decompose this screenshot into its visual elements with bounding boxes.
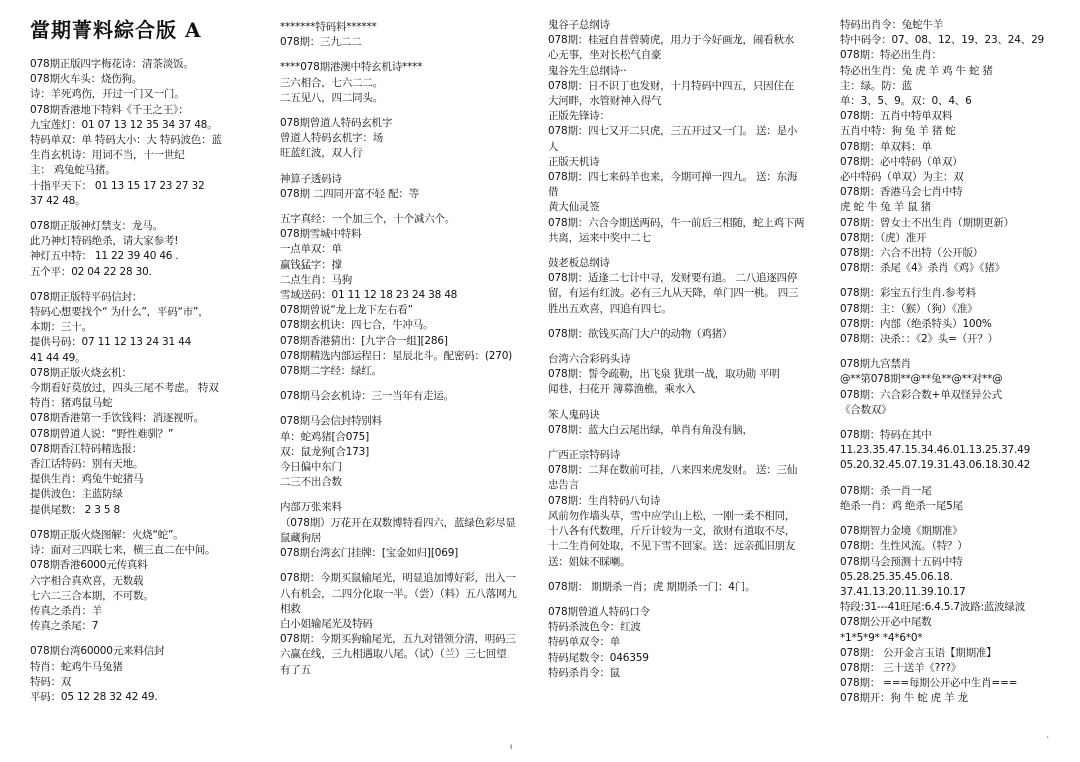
text-line: 传真之杀尾：7 (30, 620, 99, 633)
text-line: 078期：誓令疏勒，出飞泉 犹琪一战，取功勋 平明 (548, 368, 780, 381)
text-line: 必中特码（单双）为主：双 (840, 171, 964, 184)
text-line: 078期：杀一肖一尾 (840, 484, 932, 497)
text-line: 特码杀肖令：鼠 (548, 666, 621, 679)
text-line: 078期： ===每期公开必中生肖=== (840, 677, 1018, 690)
text-line: 有了五 (280, 663, 311, 676)
text-line: 胜出五欢喜，四追有四七。 (548, 302, 672, 315)
text-line: 忠告言 (548, 479, 579, 492)
page-title: 當期菁料綜合版 A (30, 18, 202, 42)
text-line: 白小姐输尾光及特码 (280, 617, 373, 630)
text-line: 078期二字经：绿红。 (280, 365, 382, 378)
text-line: 正版天机诗 (548, 155, 600, 168)
text-line: 二三不出合数 (280, 476, 342, 489)
text-line: 特码单双令：单 (548, 636, 621, 649)
text-line: 特中码令：07、08、12、19、23、24、29 (840, 34, 1045, 47)
text-line: （078期）万花开在双数博特看四六，蓝绿色彩尽显 (280, 516, 516, 529)
text-line: 078期：四七来码羊也来，今期可掸一四九。 送：东海 (548, 171, 798, 184)
spacer (548, 342, 838, 352)
text-line: 078期正版火烧玄机： (30, 366, 132, 379)
text-line: 送：姐妹不睬喇。 (548, 555, 631, 568)
text-line: 六字相合真欢喜，无数载 (30, 574, 144, 587)
spacer (548, 438, 838, 448)
spacer (548, 570, 838, 580)
text-line: 五字真经：一个加三个，十个减六个。 (280, 213, 456, 226)
text-line: 平码：05 12 28 32 42 49. (30, 690, 158, 703)
text-line: 五肖中特：狗 兔 羊 猪 蛇 (840, 125, 956, 138)
text-line: 078期：生性风流。（特？） (840, 540, 968, 553)
spacer (280, 202, 542, 212)
text-line: 078期香港猜出：[九字合一组][286] (280, 334, 448, 347)
text-line: 078期玄机诀：四七合，牛冲马。 (280, 319, 434, 332)
column-1-lines (30, 57, 282, 705)
text-line: 078期：必中特码（单双） (840, 155, 963, 168)
text-line: 078期开：狗 牛 蛇 虎 羊 龙 (840, 692, 968, 705)
spacer (840, 276, 1076, 286)
text-line: 闻巷，扫花开 簿募渔樵，乘水入 (548, 383, 696, 396)
column-4 (840, 18, 1076, 762)
text-line: 078期正版神灯禁支：龙马。 (30, 220, 163, 233)
text-line: 提供波色：主蓝防绿 (30, 488, 123, 501)
text-line: 诗：羊死鸡伤，开过一门又一门。 (30, 88, 185, 101)
text-line: 曾道人特码玄机字：场 (280, 132, 383, 145)
text-line: 078期：生肖特码八句诗 (548, 494, 661, 507)
text-line: 人 (548, 140, 559, 153)
text-line: 078期：单双料：单 (840, 140, 932, 153)
text-line: 单：3、5、9。双：0、4、6 (840, 95, 972, 108)
text-line: 绝杀一肖：鸡 绝杀一尾5尾 (840, 499, 963, 512)
text-line: 078期曾道人特码口令 (548, 605, 650, 618)
text-line: @**第078期**@**兔**@**对**@ (840, 373, 1003, 386)
text-line: 078期：日不识丁也发财，十月特码中四五，只因住在 (548, 79, 795, 92)
text-line: 笨人鬼码诀 (548, 408, 600, 421)
text-line: 078期香港第一手饮钱料：消逐视听。 (30, 412, 204, 425)
text-line: 特码心想要找个“ 为什么”，平码“市”， (30, 306, 209, 319)
text-line: 借 (548, 186, 559, 199)
text-line: 078期九宫禁肖 (840, 358, 911, 371)
spacer (30, 209, 282, 219)
text-line: 37.41.13.20.11.39.10.17 (840, 585, 966, 598)
text-line: 特码杀波色令：红波 (548, 621, 641, 634)
text-line: 广西正宗特码诗 (548, 449, 621, 462)
text-line: 078期智力金境《期期准》 (840, 525, 963, 538)
text-line: 相救 (280, 602, 301, 615)
text-line: 078期马会预测十五码中特 (840, 555, 963, 568)
text-line: 双：鼠龙狗[合173] (280, 445, 370, 458)
text-line: 078期台湾60000元来料信封 (30, 645, 165, 658)
text-line: 提供尾数： 2 3 5 8 (30, 503, 120, 516)
text-line: 078期：香港马会七肖中特 (840, 186, 963, 199)
text-line: 十八各有代数理，斤斤计较为一文，欲财有道取不尽， (548, 525, 796, 538)
column-2-lines (280, 20, 542, 678)
text-line: 特肖：猪鸡鼠马蛇 (30, 397, 113, 410)
text-line: 078期：欲钱买高门大户的动物（鸡猪） (548, 327, 733, 340)
text-line: 078期马会信封特别料 (280, 415, 382, 428)
text-line: 心无事，坐对长松气自豪 (548, 49, 662, 62)
text-line: 虎 蛇 牛 兔 羊 鼠 猪 (840, 201, 931, 214)
spacer (840, 347, 1076, 357)
text-line: 本期：三十。 (30, 321, 92, 334)
text-line: 078期： 三十送羊《???》 (840, 661, 962, 674)
text-line: 主： 鸡兔蛇马猪。 (30, 164, 116, 177)
text-line: 单：蛇鸡猪[合075] (280, 430, 370, 443)
text-line: 078期 二四同开富不轻 配：等 (280, 187, 420, 200)
text-line: 078期：杀尾《4》杀肖《鸡》《猪》 (840, 262, 1005, 275)
spacer (548, 398, 838, 408)
text-line: 05.28.25.35.45.06.18. (840, 570, 953, 583)
spacer (840, 418, 1076, 428)
text-line: 提供号码：07 11 12 13 24 31 44 (30, 336, 192, 349)
text-line: 鼠藏狗居 (280, 531, 322, 544)
text-line: 正版先锋诗： (548, 110, 610, 123)
text-line: 大河畔，水管财神入得气 (548, 95, 662, 108)
text-line: 传真之杀肖：羊 (30, 604, 103, 617)
text-line: 078期火车头：烧伤狗。 (30, 73, 143, 86)
text-line: 主：绿。防：蓝 (840, 79, 913, 92)
text-line: 神算子透码诗 (280, 172, 342, 185)
text-line: 078期香江特码精选报： (30, 442, 143, 455)
text-line: 078期：决杀：：《2》头=（开？） (840, 333, 998, 346)
text-line: 雪域送码：01 11 12 18 23 24 38 48 (280, 289, 458, 302)
text-line: 特肖：蛇鸡牛马兔猪 (30, 660, 123, 673)
text-line: 黄大仙灵签 (548, 201, 600, 214)
text-line: 078期：三九二二 (280, 36, 362, 49)
text-line: 今期看好莫放过，四头三尾不考虑。 特双 (30, 382, 219, 395)
text-line: 旺蓝红波，双人行 (280, 147, 363, 160)
text-line: 078期香港地下特料《千王之王》： (30, 103, 189, 116)
text-line: 078期台湾玄门挂牌：[宝金如归][069] (280, 547, 459, 560)
scan-mark: ı (510, 742, 513, 751)
text-line: 特段:31---41旺尾:6.4.5.7波路:蓝波绿波 (840, 601, 1026, 614)
text-line: 37 42 48。 (30, 194, 86, 207)
text-line: 078期：今期买鼠输尾光，明显追加博好彩，出入一 (280, 572, 516, 585)
spacer (280, 162, 542, 172)
text-line: 078期：桂冠自昔曾骑虎，用力于今好画龙，闹看秋水 (548, 34, 795, 47)
text-line: 生肖玄机诗：用词不当，十一世纪 (30, 149, 185, 162)
spacer (280, 50, 542, 60)
spacer (840, 514, 1076, 524)
scan-mark: ˋ (1046, 736, 1050, 745)
text-line: 05.20.32.45.07.19.31.43.06.18.30.42 (840, 459, 1031, 472)
text-line: 十二生肖何处取，不见下雪不回家。送：远亲孤旧朋友 (548, 540, 796, 553)
text-line: 078期雪城中特料 (280, 228, 362, 241)
text-line: 《合数双》 (840, 403, 892, 416)
text-line: 078期精选内部运程日：星辰北斗。配密码：(270) (280, 349, 513, 362)
text-line: 078期：六合彩合数+单双怪异公式 (840, 388, 1002, 401)
spacer (280, 106, 542, 116)
spacer (30, 518, 282, 528)
text-line: 此乃神灯特码绝杀，请大家参考! (30, 235, 179, 248)
text-line: 风前勿作墙头草，雪中应学山上松，一刚一柔不相同， (548, 509, 796, 522)
spacer (548, 246, 838, 256)
text-line: 078期：五肖中特单双料 (840, 110, 953, 123)
text-line: 078期：（虎）准开 (840, 231, 927, 244)
text-line: 078期马会玄机诗：三一当年有走运。 (280, 390, 454, 403)
text-line: 五个平：02 04 22 28 30. (30, 265, 152, 278)
text-line: 今日偏中东门 (280, 461, 342, 474)
spacer (30, 634, 282, 644)
text-line: 台湾六合彩码头诗 (548, 353, 631, 366)
text-line: 六赢在线，三九相遇取八尾。（试）（兰）三七回望 (280, 648, 507, 661)
text-line: 078期：六合不出特（公开版） (840, 247, 984, 260)
column-3 (548, 18, 838, 762)
text-line: 二点生肖：马狗 (280, 273, 353, 286)
text-line: 078期正版特平码信封： (30, 290, 143, 303)
text-line: 赢钱猛字：撑 (280, 258, 342, 271)
text-line: 078期：四七又开二只虎，三五开过又一门。 送：是小 (548, 125, 798, 138)
text-line: 九宝莲灯：01 07 13 12 35 34 37 48。 (30, 118, 218, 131)
text-line: 078期曾道人特码玄机字 (280, 117, 393, 130)
text-line: 078期正版火烧图解：火烧“蛇”。 (30, 528, 184, 541)
text-line: 三六相合，七六二二。 (280, 76, 383, 89)
text-line: *******特码料****** (280, 21, 377, 33)
text-line: 七六二三合本期，不可数。 (30, 589, 154, 602)
text-line: 特码尾数令：046359 (548, 651, 649, 664)
spacer (280, 490, 542, 500)
text-line: 078期：主：（猴）（狗）《准》 (840, 302, 978, 315)
text-line: ****078期港澳中特玄机诗**** (280, 61, 423, 74)
text-line: 特码单双：单 特码大小：大 特码波色：蓝 (30, 134, 222, 147)
spacer (840, 474, 1076, 484)
text-line: 078期：六合今期送两码，牛一前后三相随，蛇上鸡下两 (548, 216, 805, 229)
text-line: 078期： 公开金言玉语【期期准】 (840, 646, 997, 659)
text-line: 078期：彩宝五行生肖.参考料 (840, 287, 976, 300)
text-line: 078期正版四字梅花诗：清茶淡饭。 (30, 58, 194, 70)
text-line: 078期：蓝大白云尾出绿，单肖有角没有脑， (548, 423, 753, 436)
text-line: 078期：今期买狗输尾光，五九对错领分清，明码三 (280, 633, 516, 646)
column-1 (30, 12, 282, 762)
text-line: 078期：曾女士不出生肖（期期更新） (840, 216, 1014, 229)
spacer (280, 561, 542, 571)
text-line: 一点单双：单 (280, 243, 342, 256)
text-line: 留，有运有红波。必有三九从天降，单门四一桃。 四三 (548, 287, 799, 300)
text-line: 078期曾道人说：“野性难驯？” (30, 427, 174, 440)
column-2 (280, 20, 542, 762)
text-line: 078期香港6000元传真料 (30, 559, 148, 572)
spacer (30, 280, 282, 290)
text-line: 特码出肖令：兔蛇牛羊 (840, 19, 943, 31)
text-line: 内部万张来料 (280, 501, 342, 514)
text-line: 078期：内部（绝杀特头）100% (840, 317, 992, 330)
text-line: 十指平天下： 01 13 15 17 23 27 32 (30, 179, 205, 192)
text-line: 078期：特必出生肖： (840, 49, 942, 62)
text-line: *1*5*9* *4*6*0* (840, 631, 923, 644)
text-line: 提供生肖：鸡兔牛蛇猪马 (30, 473, 144, 486)
text-line: 特必出生肖：兔 虎 羊 鸡 牛 蛇 猪 (840, 64, 993, 77)
text-line: 078期： 期期杀一肖；虎 期期杀一门：4门。 (548, 580, 756, 593)
text-line: 41 44 49。 (30, 351, 86, 364)
spacer (548, 317, 838, 327)
text-line: 共离，运来中奖中二七 (548, 231, 651, 244)
text-line: 078期曾说“龙上龙下左右看” (280, 304, 413, 317)
text-line: 078期公开必中尾数 (840, 616, 932, 629)
spacer (280, 379, 542, 389)
text-line: 香江话特码：别有天地。 (30, 458, 144, 471)
spacer (280, 404, 542, 414)
spacer (548, 595, 838, 605)
text-line: 特码：双 (30, 675, 72, 688)
text-line: 二五见八，四二同头。 (280, 91, 383, 104)
text-line: 078期：特码在其中 (840, 429, 932, 442)
text-line: 鬼谷先生总纲诗·· (548, 64, 627, 77)
text-line: 诗：面对三四联七来，横三直二在中间。 (30, 544, 216, 557)
column-4-lines (840, 18, 1076, 707)
text-line: 鬼谷子总纲诗 (548, 19, 610, 31)
text-line: 078期：适逢二七计中寻，发财要有道。 二八追逐四停 (548, 272, 798, 285)
column-3-lines (548, 18, 838, 681)
text-line: 078期：二拜在数前可挂，八来四来虎发财。 送：三仙 (548, 464, 798, 477)
text-line: 11.23.35.47.15.34.46.01.13.25.37.49 (840, 444, 1031, 457)
text-line: 鼓老板总纲诗 (548, 257, 610, 270)
text-line: 神灯五中特： 11 22 39 40 46 . (30, 250, 179, 263)
text-line: 八有机会，二四分化取一半。（尝）（料）五八落网九 (280, 587, 517, 600)
